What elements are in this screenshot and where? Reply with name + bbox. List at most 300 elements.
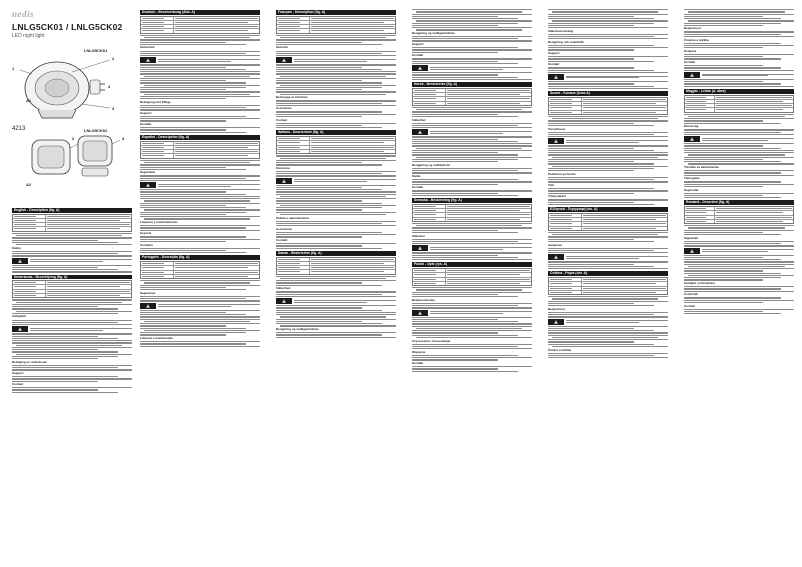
product-illustration (12, 44, 132, 202)
table-cell (446, 209, 531, 212)
parts-table (276, 136, 396, 154)
table-cell (715, 104, 793, 107)
table-cell (715, 211, 793, 214)
text-line (548, 145, 668, 146)
table-row (277, 29, 395, 32)
text-line (140, 80, 226, 81)
text-line (548, 116, 668, 117)
text-line (548, 148, 634, 149)
table-cell (46, 290, 131, 293)
text-line (412, 136, 532, 137)
caution-notice (276, 298, 396, 304)
text-line (412, 193, 498, 194)
subheading: Sicherheit (140, 45, 155, 50)
parts-table (140, 16, 260, 34)
text-line (280, 37, 386, 38)
table-cell (446, 218, 531, 221)
text-line (412, 321, 518, 322)
caution-text (430, 247, 532, 251)
subheading: Segurança (140, 290, 156, 295)
caution-icon (140, 182, 156, 188)
parts-table (276, 257, 396, 275)
text-line (294, 300, 396, 301)
table-cell (141, 25, 174, 28)
section-heading: Svenska - Beskrivning (fig. A) (412, 198, 532, 203)
subheading: Kontakt (684, 60, 696, 65)
text-line (12, 378, 132, 379)
text-line (140, 323, 260, 324)
text-line (144, 200, 250, 201)
subheading: Kontakt (412, 185, 424, 190)
text-line (140, 39, 260, 40)
text-line (140, 87, 246, 88)
text-line (686, 208, 706, 209)
text-line (684, 132, 781, 133)
text-line (276, 189, 382, 190)
text-line (412, 40, 532, 41)
text-line (684, 302, 763, 303)
section-heading: English - Description (fig. A) (12, 208, 132, 213)
text-line (12, 269, 118, 270)
text-line (702, 140, 768, 141)
text-line (414, 210, 436, 211)
text-line (684, 197, 781, 198)
table-cell (174, 29, 259, 32)
text-line (142, 18, 164, 19)
table-cell (549, 287, 582, 290)
text-line (12, 333, 132, 334)
text-line (276, 162, 362, 163)
text-line (412, 332, 498, 333)
text-line (412, 359, 498, 360)
table-cell (141, 146, 174, 149)
text-line (684, 9, 794, 10)
subheading: Turvallisuus (548, 126, 566, 131)
text-line (548, 23, 654, 24)
text-line (140, 53, 246, 54)
table-cell (685, 108, 715, 111)
text-line (278, 138, 300, 139)
text-line (276, 209, 362, 210)
text-line (142, 151, 164, 152)
text-line (14, 291, 36, 292)
text-line (278, 147, 300, 148)
text-line (140, 316, 260, 317)
text-line (142, 22, 164, 23)
text-line (550, 107, 572, 108)
caution-notice (684, 248, 794, 254)
text-line (47, 282, 130, 283)
subheading: Curăţare şi întreţinere (684, 281, 716, 286)
subheading: Siguranţă (684, 235, 698, 240)
text-line (276, 319, 396, 320)
caution-notice (140, 57, 260, 63)
subheading: Tisztítás és karbantartás (684, 165, 719, 170)
text-line (583, 288, 666, 289)
table-row (549, 111, 667, 114)
text-line (276, 232, 382, 233)
text-line (47, 295, 120, 296)
text-line (548, 303, 634, 304)
table-cell (174, 21, 259, 24)
text-line (548, 132, 668, 133)
text-line (12, 349, 98, 350)
text-line (548, 204, 654, 205)
text-line (47, 291, 130, 292)
text-line (684, 172, 781, 173)
text-line (276, 78, 396, 79)
text-line (276, 114, 396, 115)
text-line (688, 116, 785, 117)
text-line (684, 277, 781, 278)
text-line (548, 326, 668, 327)
text-line (276, 69, 382, 70)
table-row (413, 218, 531, 221)
text-line (548, 301, 668, 302)
text-line (416, 109, 522, 110)
text-line (412, 150, 532, 151)
table-cell (582, 111, 667, 114)
text-line (142, 143, 164, 144)
text-line (684, 129, 794, 130)
text-line (140, 71, 260, 72)
text-line (175, 263, 258, 264)
text-line (412, 330, 532, 331)
product-subtitle: LED night light (12, 33, 45, 39)
text-line (140, 132, 246, 133)
night-light-round (20, 60, 110, 118)
table-row (141, 154, 259, 157)
text-line (175, 155, 248, 156)
text-line (140, 198, 260, 199)
text-line (276, 280, 396, 281)
text-line (276, 323, 382, 324)
text-line (14, 228, 36, 229)
text-line (412, 346, 518, 347)
text-line (14, 282, 36, 283)
text-line (144, 94, 250, 95)
text-line (280, 85, 396, 86)
table-cell (446, 282, 531, 285)
table-cell (582, 287, 667, 290)
text-line (140, 289, 246, 290)
text-line (548, 241, 654, 242)
section-heading: Português - Descrição (fig. A) (140, 255, 260, 260)
text-line (688, 11, 785, 12)
text-line (16, 302, 122, 303)
text-line (276, 207, 382, 208)
subheading: Sécurité (276, 45, 288, 50)
table-row (413, 282, 531, 285)
table-cell (13, 215, 46, 218)
table-cell (549, 282, 582, 285)
text-line (16, 345, 122, 346)
text-line (548, 339, 668, 340)
table-cell (549, 98, 582, 101)
text-line (140, 109, 260, 110)
text-line (686, 109, 706, 110)
table-cell (277, 21, 310, 24)
text-line (276, 194, 396, 195)
subheading: Reiniging en onderhoud (12, 359, 47, 364)
table-cell (277, 17, 310, 20)
text-line (412, 143, 532, 144)
text-line (278, 151, 300, 152)
subheading: Tuki (548, 183, 554, 188)
text-line (276, 116, 362, 117)
table-cell (46, 285, 131, 288)
text-line (280, 278, 386, 279)
text-line (684, 34, 781, 35)
text-line (412, 368, 498, 369)
caution-icon (412, 310, 428, 316)
text-line (548, 330, 654, 331)
subheading: Kontakt (412, 53, 424, 58)
text-line (548, 83, 634, 84)
text-line (12, 322, 118, 323)
caution-icon (684, 136, 700, 142)
text-line (175, 276, 248, 277)
text-line (311, 18, 394, 19)
text-line (716, 208, 792, 209)
text-line (14, 224, 36, 225)
caution-icon (548, 319, 564, 325)
text-line (276, 55, 396, 56)
table-cell (685, 96, 715, 99)
text-line (12, 320, 132, 321)
text-line (140, 160, 260, 161)
text-line (12, 342, 132, 343)
table-cell (413, 269, 446, 272)
text-line (583, 99, 666, 100)
text-line (548, 179, 654, 180)
text-line (684, 150, 794, 151)
text-line (175, 272, 258, 273)
table-cell (413, 209, 446, 212)
text-line (140, 205, 226, 206)
text-line (278, 259, 300, 260)
text-line (294, 61, 367, 62)
text-line (278, 263, 300, 264)
text-line (412, 317, 532, 318)
caution-icon (548, 254, 564, 260)
text-line (412, 366, 532, 367)
parts-table (412, 204, 532, 222)
text-line (447, 279, 530, 280)
text-line (140, 280, 260, 281)
text-line (311, 151, 384, 152)
text-line (140, 91, 260, 92)
text-line (276, 282, 362, 283)
text-line (276, 35, 396, 36)
text-line (140, 82, 246, 83)
table-cell (141, 21, 174, 24)
text-line (548, 335, 668, 336)
text-line (684, 159, 763, 160)
text-line (550, 219, 572, 220)
table-cell (174, 17, 259, 20)
text-line (12, 392, 118, 393)
subheading: Assistenza (276, 226, 292, 231)
text-line (447, 214, 530, 215)
text-line (548, 314, 654, 315)
text-line (414, 274, 436, 275)
table-row (549, 291, 667, 294)
text-line (311, 147, 394, 148)
text-line (412, 307, 532, 308)
text-line (548, 344, 654, 345)
text-line (552, 157, 658, 158)
caution-text (30, 259, 132, 263)
text-line (684, 264, 794, 265)
subheading: Pulizia e manutenzione (276, 215, 310, 220)
text-line (276, 64, 396, 65)
text-line (175, 18, 258, 19)
text-line (412, 287, 532, 288)
text-line (684, 86, 794, 87)
text-line (412, 170, 518, 171)
text-line (552, 234, 658, 235)
text-line (276, 291, 396, 292)
text-line (412, 72, 532, 73)
table-cell (13, 223, 46, 226)
text-line (142, 267, 164, 268)
table-cell (582, 98, 667, 101)
text-line (684, 18, 781, 19)
text-line (548, 332, 668, 333)
caution-icon (548, 74, 564, 80)
text-line (684, 255, 794, 256)
text-line (278, 267, 300, 268)
text-line (276, 312, 396, 313)
text-line (140, 216, 260, 217)
subheading: Czyszczenie i konserwacja (412, 338, 451, 343)
text-line (140, 120, 226, 121)
caution-text (158, 58, 260, 62)
table-cell (310, 258, 395, 261)
text-line (548, 16, 634, 17)
table-cell (277, 137, 310, 140)
text-line (684, 143, 794, 144)
table-cell (413, 89, 446, 92)
text-line (447, 98, 530, 99)
text-line (552, 166, 668, 167)
text-line (583, 107, 666, 108)
table-cell (446, 205, 531, 208)
text-line (684, 70, 794, 71)
subheading: Biztonság (684, 124, 699, 129)
text-line (12, 267, 98, 268)
text-line (548, 47, 668, 48)
text-line (278, 22, 300, 23)
text-line (311, 271, 384, 272)
text-line (412, 294, 498, 295)
text-line (144, 209, 260, 210)
text-line (548, 188, 654, 189)
section-heading: Norsk - Beskrivelse (fig. A) (412, 82, 532, 87)
figure-label-a2: A2 (26, 182, 32, 187)
table-cell (413, 218, 446, 221)
text-line (276, 321, 362, 322)
table-cell (277, 150, 310, 153)
text-line (276, 185, 396, 186)
table-cell (715, 216, 793, 219)
text-line (583, 215, 666, 216)
caution-notice (548, 74, 668, 80)
text-line (550, 99, 572, 100)
table-cell (715, 100, 793, 103)
text-line (716, 105, 792, 106)
text-line (140, 298, 246, 299)
text-line (412, 125, 518, 126)
text-line (276, 223, 382, 224)
text-line (548, 248, 668, 249)
text-line (412, 74, 498, 75)
text-line (583, 292, 656, 293)
text-line (412, 18, 518, 19)
parts-table (684, 206, 794, 224)
text-line (684, 134, 794, 135)
parts-table (548, 277, 668, 295)
text-line (548, 70, 654, 71)
text-line (412, 241, 518, 242)
figure-label-model1: LNLG5CK01 (84, 48, 108, 53)
table-cell (413, 93, 446, 96)
section-heading: Dansk - Beskrivelse (fig. A) (276, 251, 396, 256)
table-cell (174, 146, 259, 149)
text-line (412, 326, 532, 327)
subheading: Soporte (140, 231, 152, 236)
text-line (684, 288, 781, 289)
text-line (412, 145, 532, 146)
section-heading: Magyar - Leírás (A. ábra) (684, 89, 794, 94)
subheading: Kontakt (548, 62, 560, 67)
text-line (583, 223, 666, 224)
caution-icon (276, 57, 292, 63)
text-line (684, 181, 781, 182)
caution-text (430, 311, 532, 315)
caution-notice (548, 138, 668, 144)
text-line (684, 175, 794, 176)
text-line (276, 80, 362, 81)
manual-column-1 (12, 206, 132, 556)
text-line (140, 207, 246, 208)
subheading: Säkerhet (412, 233, 425, 238)
text-line (548, 252, 668, 253)
text-line (175, 151, 258, 152)
parts-table (412, 268, 532, 286)
caution-notice (276, 57, 396, 63)
text-line (294, 181, 367, 182)
text-line (412, 58, 532, 59)
text-line (140, 169, 246, 170)
table-cell (310, 21, 395, 24)
text-line (684, 23, 781, 24)
table-cell (13, 281, 46, 284)
text-line (12, 351, 118, 352)
text-line (684, 67, 781, 68)
text-line (311, 263, 384, 264)
text-line (276, 51, 396, 52)
text-line (412, 355, 518, 356)
text-line (140, 250, 226, 251)
text-line (140, 328, 246, 329)
text-line (548, 56, 668, 57)
table-cell (310, 146, 395, 149)
text-line (412, 23, 518, 24)
caution-icon (412, 65, 428, 71)
text-line (276, 155, 396, 156)
